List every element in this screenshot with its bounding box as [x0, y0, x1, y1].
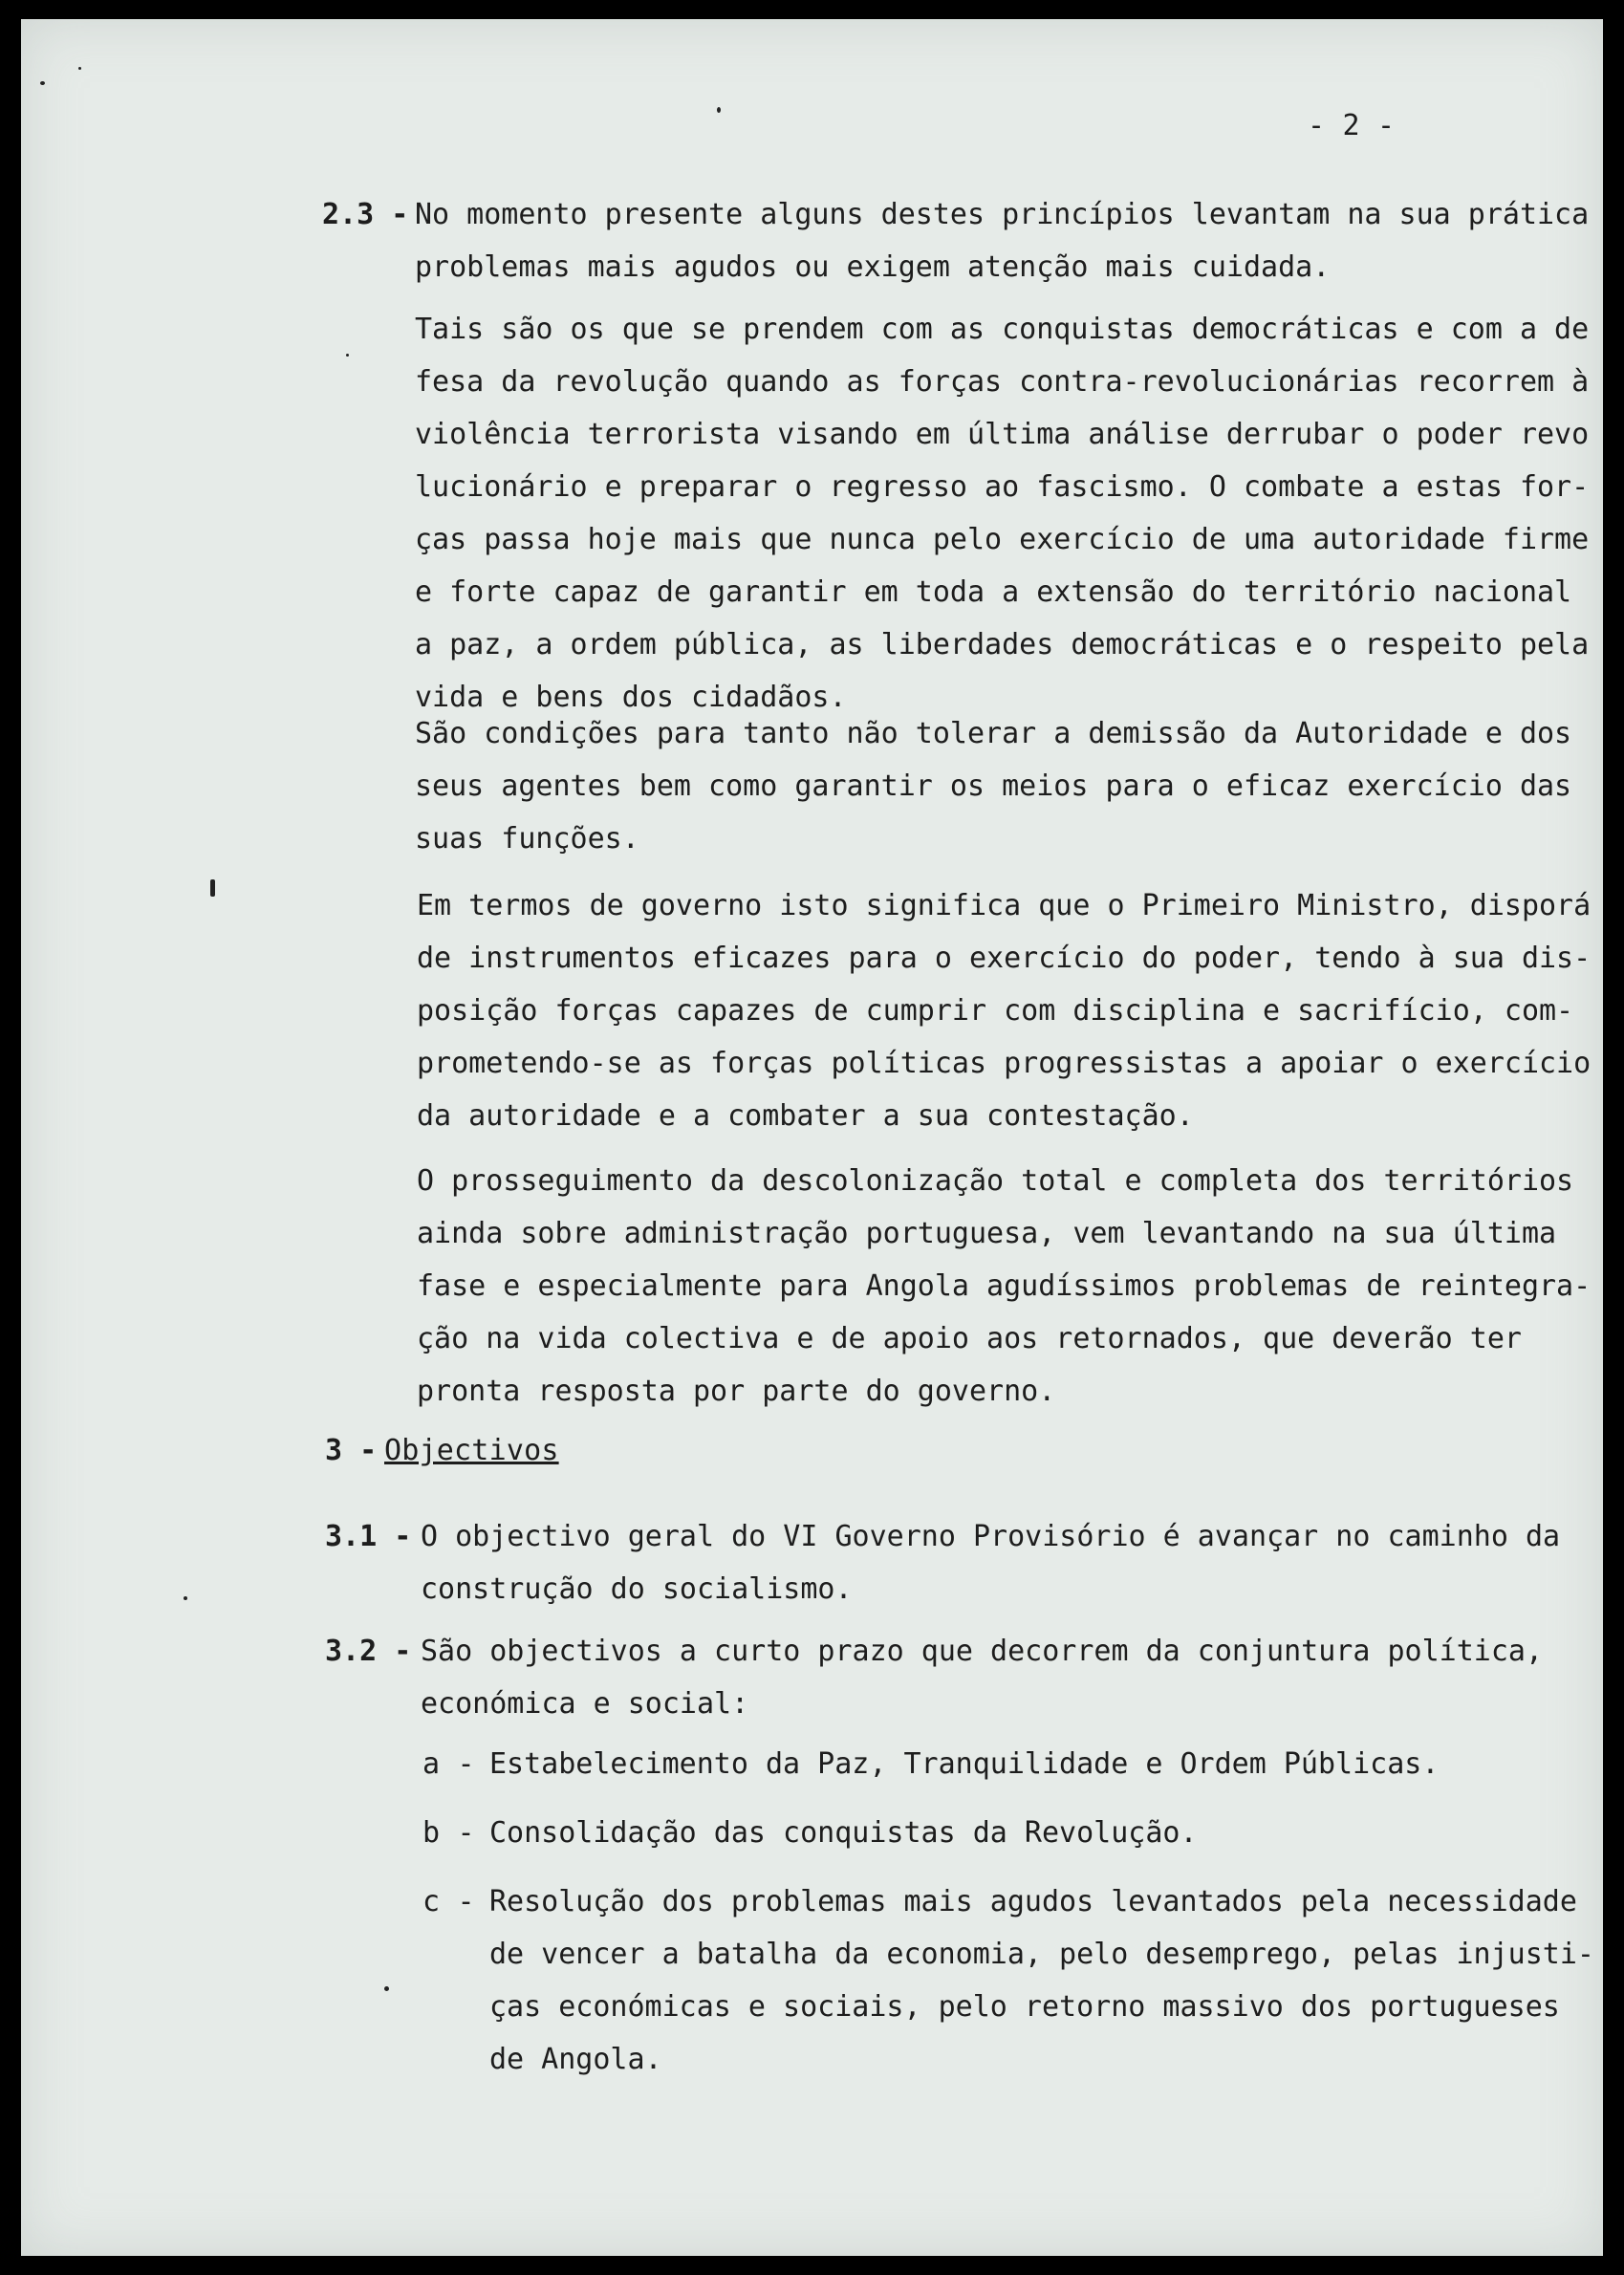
text-line: O objectivo geral do VI Governo Provisório é avançar no caminho da — [421, 1520, 1561, 1553]
scan-mark — [210, 879, 215, 897]
text-line: São condições para tanto não tolerar a demissão da Autoridade e dos — [415, 717, 1572, 750]
section-number-3: 3 - — [325, 1434, 378, 1467]
text-line: da autoridade e a combater a sua contestação. — [417, 1099, 1194, 1133]
text-line: a paz, a ordem pública, as liberdades democráticas e o respeito pela — [415, 628, 1590, 661]
document-page — [21, 19, 1603, 2256]
text-line: ção na vida colectiva e de apoio aos retornados, que deverão ter — [417, 1322, 1522, 1355]
scan-mark — [40, 81, 45, 85]
paragraph-sao-condicoes — [415, 707, 1571, 865]
text-line: Consolidação das conquistas da Revolução. — [489, 1816, 1198, 1850]
paragraph-prosseguimento — [417, 1155, 1591, 1418]
text-line: vida e bens dos cidadãos. — [415, 681, 847, 714]
text-line: São objectivos a curto prazo que decorrem da conjuntura política, — [421, 1635, 1543, 1668]
item-letter-c: c - — [422, 1885, 475, 1918]
text-line: de vencer a batalha da economia, pelo desemprego, pelas injusti- — [489, 1938, 1594, 1971]
section-3-1-text — [421, 1510, 1560, 1615]
scan-mark — [384, 1986, 389, 1991]
text-line: construção do socialismo. — [421, 1572, 853, 1606]
section-3-2-text — [421, 1625, 1543, 1730]
text-line: Em termos de governo isto significa que o Primeiro Ministro, disporá — [417, 889, 1592, 922]
section-number-2-3: 2.3 - — [322, 198, 409, 231]
section-2-3-text — [415, 188, 1589, 293]
section-number-3-2: 3.2 - — [325, 1635, 412, 1668]
text-line: posição forças capazes de cumprir com disciplina e sacrifício, com- — [417, 994, 1574, 1028]
page-number: - 2 - — [1308, 109, 1396, 142]
text-line: O prosseguimento da descolonização total e completa dos territórios — [417, 1164, 1574, 1198]
item-letter-a: a - — [422, 1747, 475, 1781]
item-c-text — [489, 1875, 1594, 2086]
text-line: fase e especialmente para Angola agudíssimos problemas de reintegra- — [417, 1269, 1592, 1303]
scan-mark — [717, 107, 721, 113]
text-line: Tais são os que se prendem com as conquistas democráticas e com a de — [415, 313, 1590, 346]
text-line: fesa da revolução quando as forças contra-revolucionárias recorrem à — [415, 365, 1590, 399]
item-letter-b: b - — [422, 1816, 475, 1850]
scan-mark — [346, 354, 349, 357]
paragraph-em-termos — [417, 879, 1591, 1142]
scan-mark — [78, 67, 81, 70]
text-line: prometendo-se as forças políticas progressistas a apoiar o exercício — [417, 1047, 1592, 1080]
section-title-objectivos: Objectivos — [384, 1434, 559, 1467]
item-b-text — [489, 1807, 1198, 1859]
text-line: ças passa hoje mais que nunca pelo exercício de uma autoridade firme — [415, 523, 1590, 556]
text-line: e forte capaz de garantir em toda a extensão do território nacional — [415, 575, 1572, 609]
text-line: No momento presente alguns destes princípios levantam na sua prática — [415, 198, 1590, 231]
text-line: seus agentes bem como garantir os meios para o eficaz exercício das — [415, 769, 1572, 803]
text-line: suas funções. — [415, 822, 639, 856]
text-line: Resolução dos problemas mais agudos levantados pela necessidade — [489, 1885, 1577, 1918]
paragraph-tais — [415, 303, 1589, 724]
text-line: violência terrorista visando em última análise derrubar o poder revo — [415, 418, 1590, 451]
text-line: ças económicas e sociais, pelo retorno massivo dos portugueses — [489, 1990, 1560, 2024]
text-line: de Angola. — [489, 2043, 662, 2076]
text-line: pronta resposta por parte do governo. — [417, 1375, 1056, 1408]
scan-mark — [184, 1596, 187, 1600]
section-number-3-1: 3.1 - — [325, 1520, 412, 1553]
text-line: económica e social: — [421, 1687, 749, 1721]
text-line: ainda sobre administração portuguesa, vem levantando na sua última — [417, 1217, 1557, 1250]
text-line: lucionário e preparar o regresso ao fascismo. O combate a estas for- — [415, 470, 1590, 504]
text-line: Estabelecimento da Paz, Tranquilidade e Ordem Públicas. — [489, 1747, 1440, 1781]
text-line: problemas mais agudos ou exigem atenção mais cuidada. — [415, 250, 1331, 284]
text-line: de instrumentos eficazes para o exercício do poder, tendo à sua dis- — [417, 942, 1592, 975]
item-a-text — [489, 1738, 1439, 1790]
